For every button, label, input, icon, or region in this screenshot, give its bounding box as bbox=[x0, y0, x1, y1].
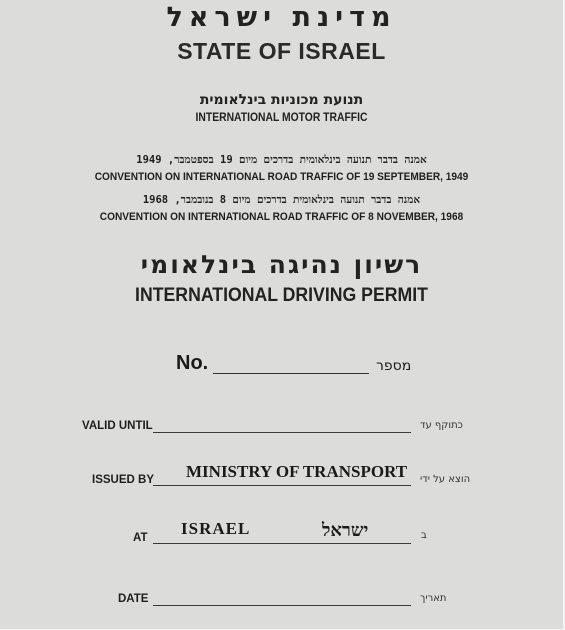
permit-title: INTERNATIONAL DRIVING PERMIT bbox=[135, 285, 428, 306]
at-hebrew-label: ב bbox=[421, 530, 427, 541]
hebrew-convention-1968: אמנה בדבר תנועה בינלאומית בדרכים מיום 8 בנובמבר, 1968 bbox=[142, 194, 421, 206]
valid-until-field[interactable] bbox=[153, 432, 411, 433]
issued-by-value: MINISTRY OF TRANSPORT bbox=[186, 462, 408, 481]
issued-by-field[interactable] bbox=[153, 485, 411, 486]
hebrew-traffic-subheading: תנועת מכוניות בינלאומית bbox=[199, 92, 364, 108]
date-hebrew-label: תאריך bbox=[420, 593, 447, 604]
at-value: ISRAEL bbox=[181, 519, 251, 538]
at-hebrew-value: ישראל bbox=[322, 520, 369, 541]
convention-1949: CONVENTION ON INTERNATIONAL ROAD TRAFFIC OF 19 SEPTEMBER, 1949 bbox=[94, 171, 469, 183]
number-label: No. bbox=[176, 352, 209, 374]
hebrew-convention-1949: אמנה בדבר תנועה בינלאומית בדרכים מיום 19 בספטמבר, 1949 bbox=[136, 154, 427, 166]
number-hebrew-label: מספר bbox=[376, 358, 412, 374]
at-label: AT bbox=[133, 532, 148, 544]
valid-until-hebrew-label: כתוקף עד bbox=[420, 420, 463, 431]
issued-by-hebrew-label: הוצא על ידי bbox=[420, 474, 471, 485]
number-field[interactable] bbox=[213, 373, 369, 374]
hebrew-state-heading: מדינת ישראל bbox=[166, 2, 397, 33]
convention-1968: CONVENTION ON INTERNATIONAL ROAD TRAFFIC OF 8 NOVEMBER, 1968 bbox=[99, 211, 464, 223]
at-field[interactable] bbox=[153, 543, 411, 544]
date-label: DATE bbox=[118, 593, 149, 605]
hebrew-permit-title: רשיון נהיגה בינלאומי bbox=[140, 250, 423, 279]
date-field[interactable] bbox=[153, 605, 411, 606]
state-heading: STATE OF ISRAEL bbox=[177, 38, 386, 64]
valid-until-label: VALID UNTIL bbox=[82, 420, 153, 432]
traffic-subheading: INTERNATIONAL MOTOR TRAFFIC bbox=[195, 112, 368, 124]
issued-by-label: ISSUED BY bbox=[92, 474, 154, 486]
